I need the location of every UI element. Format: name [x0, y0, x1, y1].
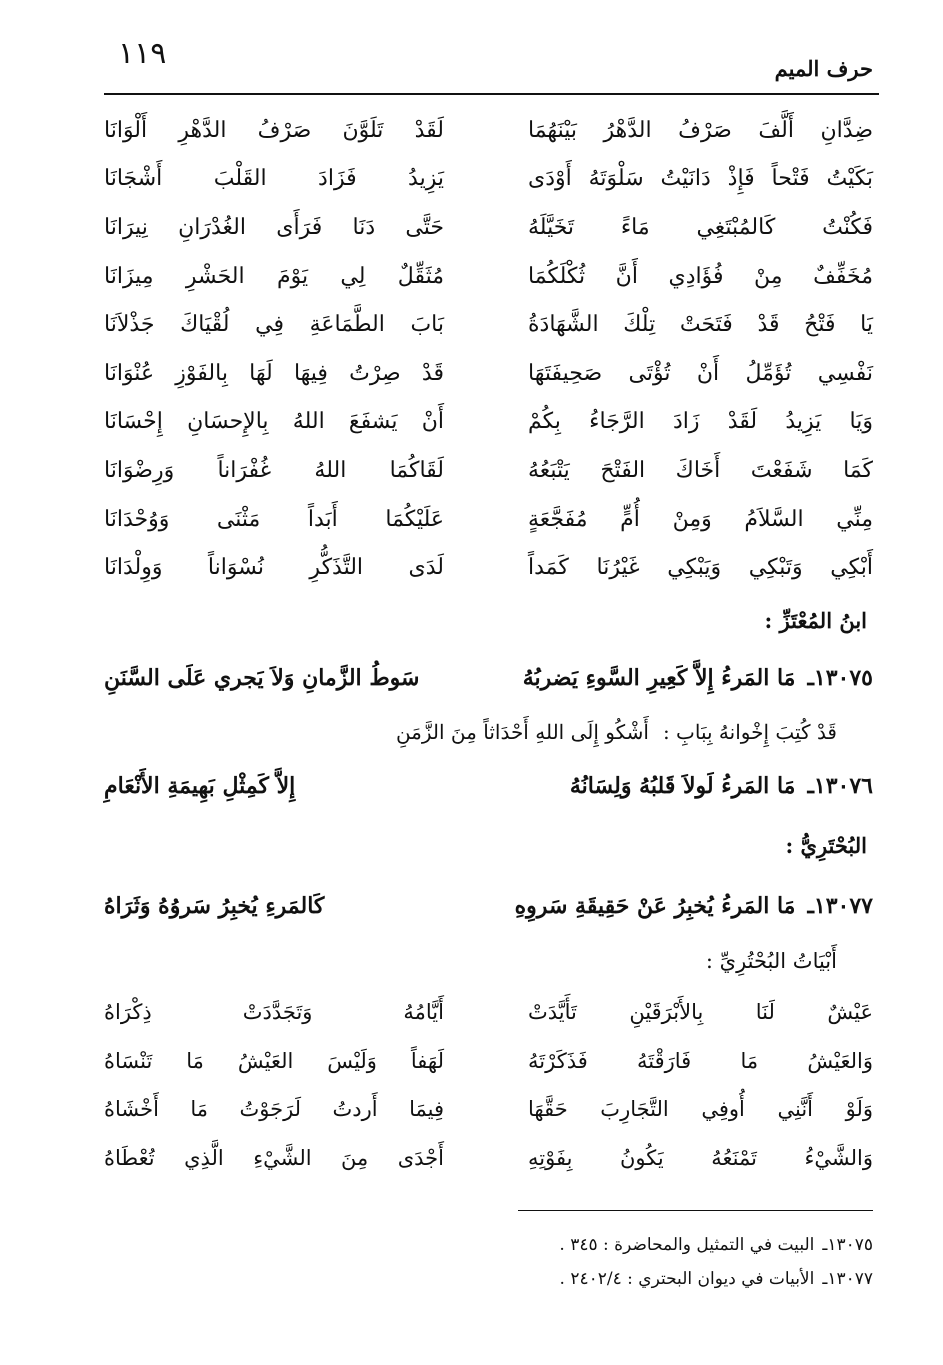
verse-hemistich-second: يَزِيدُ فَزَادَ القَلْبَ أَشْجَانَا	[104, 166, 444, 192]
verse-hemistich-second: عَلَيْكُمَا أَبَداً مَثْنَى وَوُحْدَانَا	[104, 506, 444, 532]
entry-number: ١٣٠٧٦ـ	[807, 772, 873, 799]
header-rule	[104, 93, 879, 95]
verse-hemistich-second: لَهَفاً وَلَيْسَ العَيْشُ مَا تَنْسَاهُ	[104, 1048, 444, 1073]
verse-hemistich-second: أَنْ يَشفَعَ اللهُ بِالإِحسَانِ إِحْسَانَا	[104, 409, 444, 435]
footnote-text: الأبيات في ديوان البحتري : ٢٤٠٢/٤ .	[559, 1269, 815, 1289]
proverb-13075	[104, 650, 873, 706]
proverb-first-part	[493, 773, 873, 799]
proverb-hemistich-second: كَالمَرءِ يُخبِرُ سَروُهُ وَثَرَاهُ	[104, 892, 325, 919]
verse-hemistich-second: فِيمَا أَردتُ لَرَجَوْتُ مَا أَخْشَاهُ	[104, 1097, 444, 1122]
entry-number: ١٣٠٧٧ـ	[807, 892, 873, 919]
verse-row	[104, 446, 873, 495]
proverb-first-part	[493, 665, 873, 691]
verse-hemistich-second: مُثَقِّلٌ لِي يَوْمَ الحَشْرِ مِيزَانَا	[104, 263, 444, 289]
verse-hemistich-second: بَابَ الطَّمَاعَةِ فِي لُقْيَاكَ جَذْلاَنَا	[104, 312, 444, 338]
verse-row	[104, 300, 873, 349]
proverb-hemistich-second: إِلاَّ كَمِثْلِ بَهِيمَةِ الأَنْعَامِ	[104, 772, 296, 799]
verse-hemistich-first: مُخَفِّفٌ مِنْ فُؤَادِي أَنَّ ثُكْلَكُمَا	[528, 263, 873, 289]
verse-hemistich-first: نَفْسِي تُؤَمِّلُ أَنْ تُؤْتَى صَحِيفَتَهَا	[528, 360, 873, 386]
footnote	[559, 1228, 873, 1262]
verse-row	[104, 252, 873, 301]
verse-row	[104, 349, 873, 398]
proverb-13077	[104, 878, 873, 934]
verse-hemistich-first: وَلَوْ أَنَّنِي أُوفِي التَّجَارِبَ حَقَّهَا	[528, 1097, 873, 1122]
poet-name: البُحْتَرِيُّ :	[785, 833, 867, 859]
proverb-hemistich-first: مَا المَرءُ إِلاَّ كَعِيرِ السَّوءِ يَضربُهُ	[522, 664, 796, 691]
verse-row	[104, 988, 873, 1037]
note-line	[104, 706, 873, 758]
proverb-13076	[104, 758, 873, 814]
proverb-first-part	[493, 893, 873, 919]
footnote-text: البيت في التمثيل والمحاضرة : ٣٤٥ .	[559, 1235, 815, 1255]
note-intro: قَدْ كُتِبَ إِخْوانهُ بِبَابِ :	[662, 719, 837, 744]
footnote-number: ١٣٠٧٧ـ	[822, 1269, 873, 1289]
poet-name: ابنُ المُعْتَزِّ :	[764, 608, 867, 634]
verse-row	[104, 155, 873, 204]
verse-row	[104, 1037, 873, 1086]
proverb-hemistich-second: سَوطُ الزَّمانِ وَلاَ يَجري عَلَى السَّنَنِ	[104, 664, 420, 691]
chapter-title: حرف الميم	[774, 56, 873, 81]
proverb-hemistich-first: مَا المَرءُ لَولاَ قَلبُهُ وَلِسَانُهُ	[569, 772, 796, 799]
verse-hemistich-first: بَكَيْتُ فَتْحاً فَإِذْ دَانَيْتُ سَلْوَتَهُ أَوْدَى	[528, 166, 873, 192]
poem-block-b	[104, 988, 873, 1182]
verse-hemistich-first: وَيَا يَزِيدُ لَقَدْ زَادَ الرَّجَاءُ بِكُمْ	[528, 409, 873, 435]
verse-hemistich-first: كَمَا شَفَعْتَ أَخَاكَ الفَتْحَ يَتْبَعُهُ	[528, 457, 873, 483]
verse-row	[104, 1134, 873, 1183]
verse-row	[104, 203, 873, 252]
footnotes	[559, 1228, 873, 1296]
verse-hemistich-second: أَجْدَى مِنَ الشَّيْءِ الَّذِي تُعْطَاهُ	[104, 1146, 444, 1171]
verse-row	[104, 106, 873, 155]
verse-hemistich-second: أَيَّامُهُ وَتَجَدَّدَتْ ذِكْرَاهُ	[104, 1000, 444, 1025]
verse-hemistich-second: قَدْ صِرْتُ فِيهَا لَهَا بِالفَوْزِ عُنْوَانَا	[104, 360, 444, 386]
verse-hemistich-first: مِنِّي السَّلاَمُ وَمِنْ أُمٍّ مُفَجَّعَةٍ	[528, 506, 873, 532]
note-verse: أَشْكُو إِلَى اللهِ أَحْدَاثاً مِنَ الزَّمَنِ	[395, 719, 649, 744]
verse-row	[104, 1085, 873, 1134]
verse-hemistich-first: فَكُنْتُ كَالمُبْتَغِي مَاءً تَخَيَّلَهُ	[528, 214, 873, 240]
page-content	[104, 106, 873, 1182]
poem-block-a	[104, 106, 873, 592]
verse-hemistich-second: لَقَاكُمَا اللهُ غُفْرَاناً وَرِضْوَانَا	[104, 457, 444, 483]
verse-hemistich-second: لَقَدْ تَلَوَّنَ صَرْفُ الدَّهْرِ أَلْوَانَا	[104, 117, 444, 143]
footnote	[559, 1262, 873, 1296]
page-number: ١١٩	[118, 36, 167, 71]
verse-hemistich-first: ضِدَّانِ أَلَّفَ صَرْفُ الدَّهْرُ بَيْنَهُمَا	[528, 117, 873, 143]
footnote-rule	[518, 1210, 873, 1211]
verse-hemistich-first: يَا فَتْحُ قَدْ فَتَحَتْ تِلْكَ الشَّهَادَةُ	[528, 312, 873, 338]
verse-hemistich-first: وَالعَيْشُ مَا فَارَقْتَهُ فَذَكَرْتَهُ	[528, 1048, 873, 1073]
verse-hemistich-first: عَيْشٌ لَنَا بِالأَبْرَقَيْنِ تَأَيَّدَتْ	[528, 1000, 873, 1025]
verse-row	[104, 495, 873, 544]
verse-row	[104, 398, 873, 447]
verse-hemistich-second: لَدَى التَّذَكُّرِ نُسْوَاناً وَوِلْدَانَا	[104, 555, 444, 581]
footnote-number: ١٣٠٧٥ـ	[822, 1235, 873, 1255]
verse-hemistich-second: حَتَّى دَنَا فَرَأَى الغُدْرَانِ نِيرَانَا	[104, 214, 444, 240]
poem-intro: أَبْيَاتُ البُحْتُرِيِّ :	[705, 948, 837, 973]
entry-number: ١٣٠٧٥ـ	[807, 664, 873, 691]
verse-hemistich-first: وَالشَّيْءُ تَمْنَعُهُ يَكُونُ بِفَوْتِهِ	[528, 1146, 873, 1171]
verse-hemistich-first: أَبْكِي وَتَبْكِي وَيَبْكِي غَيْرُنَا كَمَداً	[528, 555, 873, 581]
proverb-hemistich-first: مَا المَرءُ يُخبِرُ عَنْ حَقِيقَةِ سَروِهِ	[514, 892, 796, 919]
verse-row	[104, 543, 873, 592]
